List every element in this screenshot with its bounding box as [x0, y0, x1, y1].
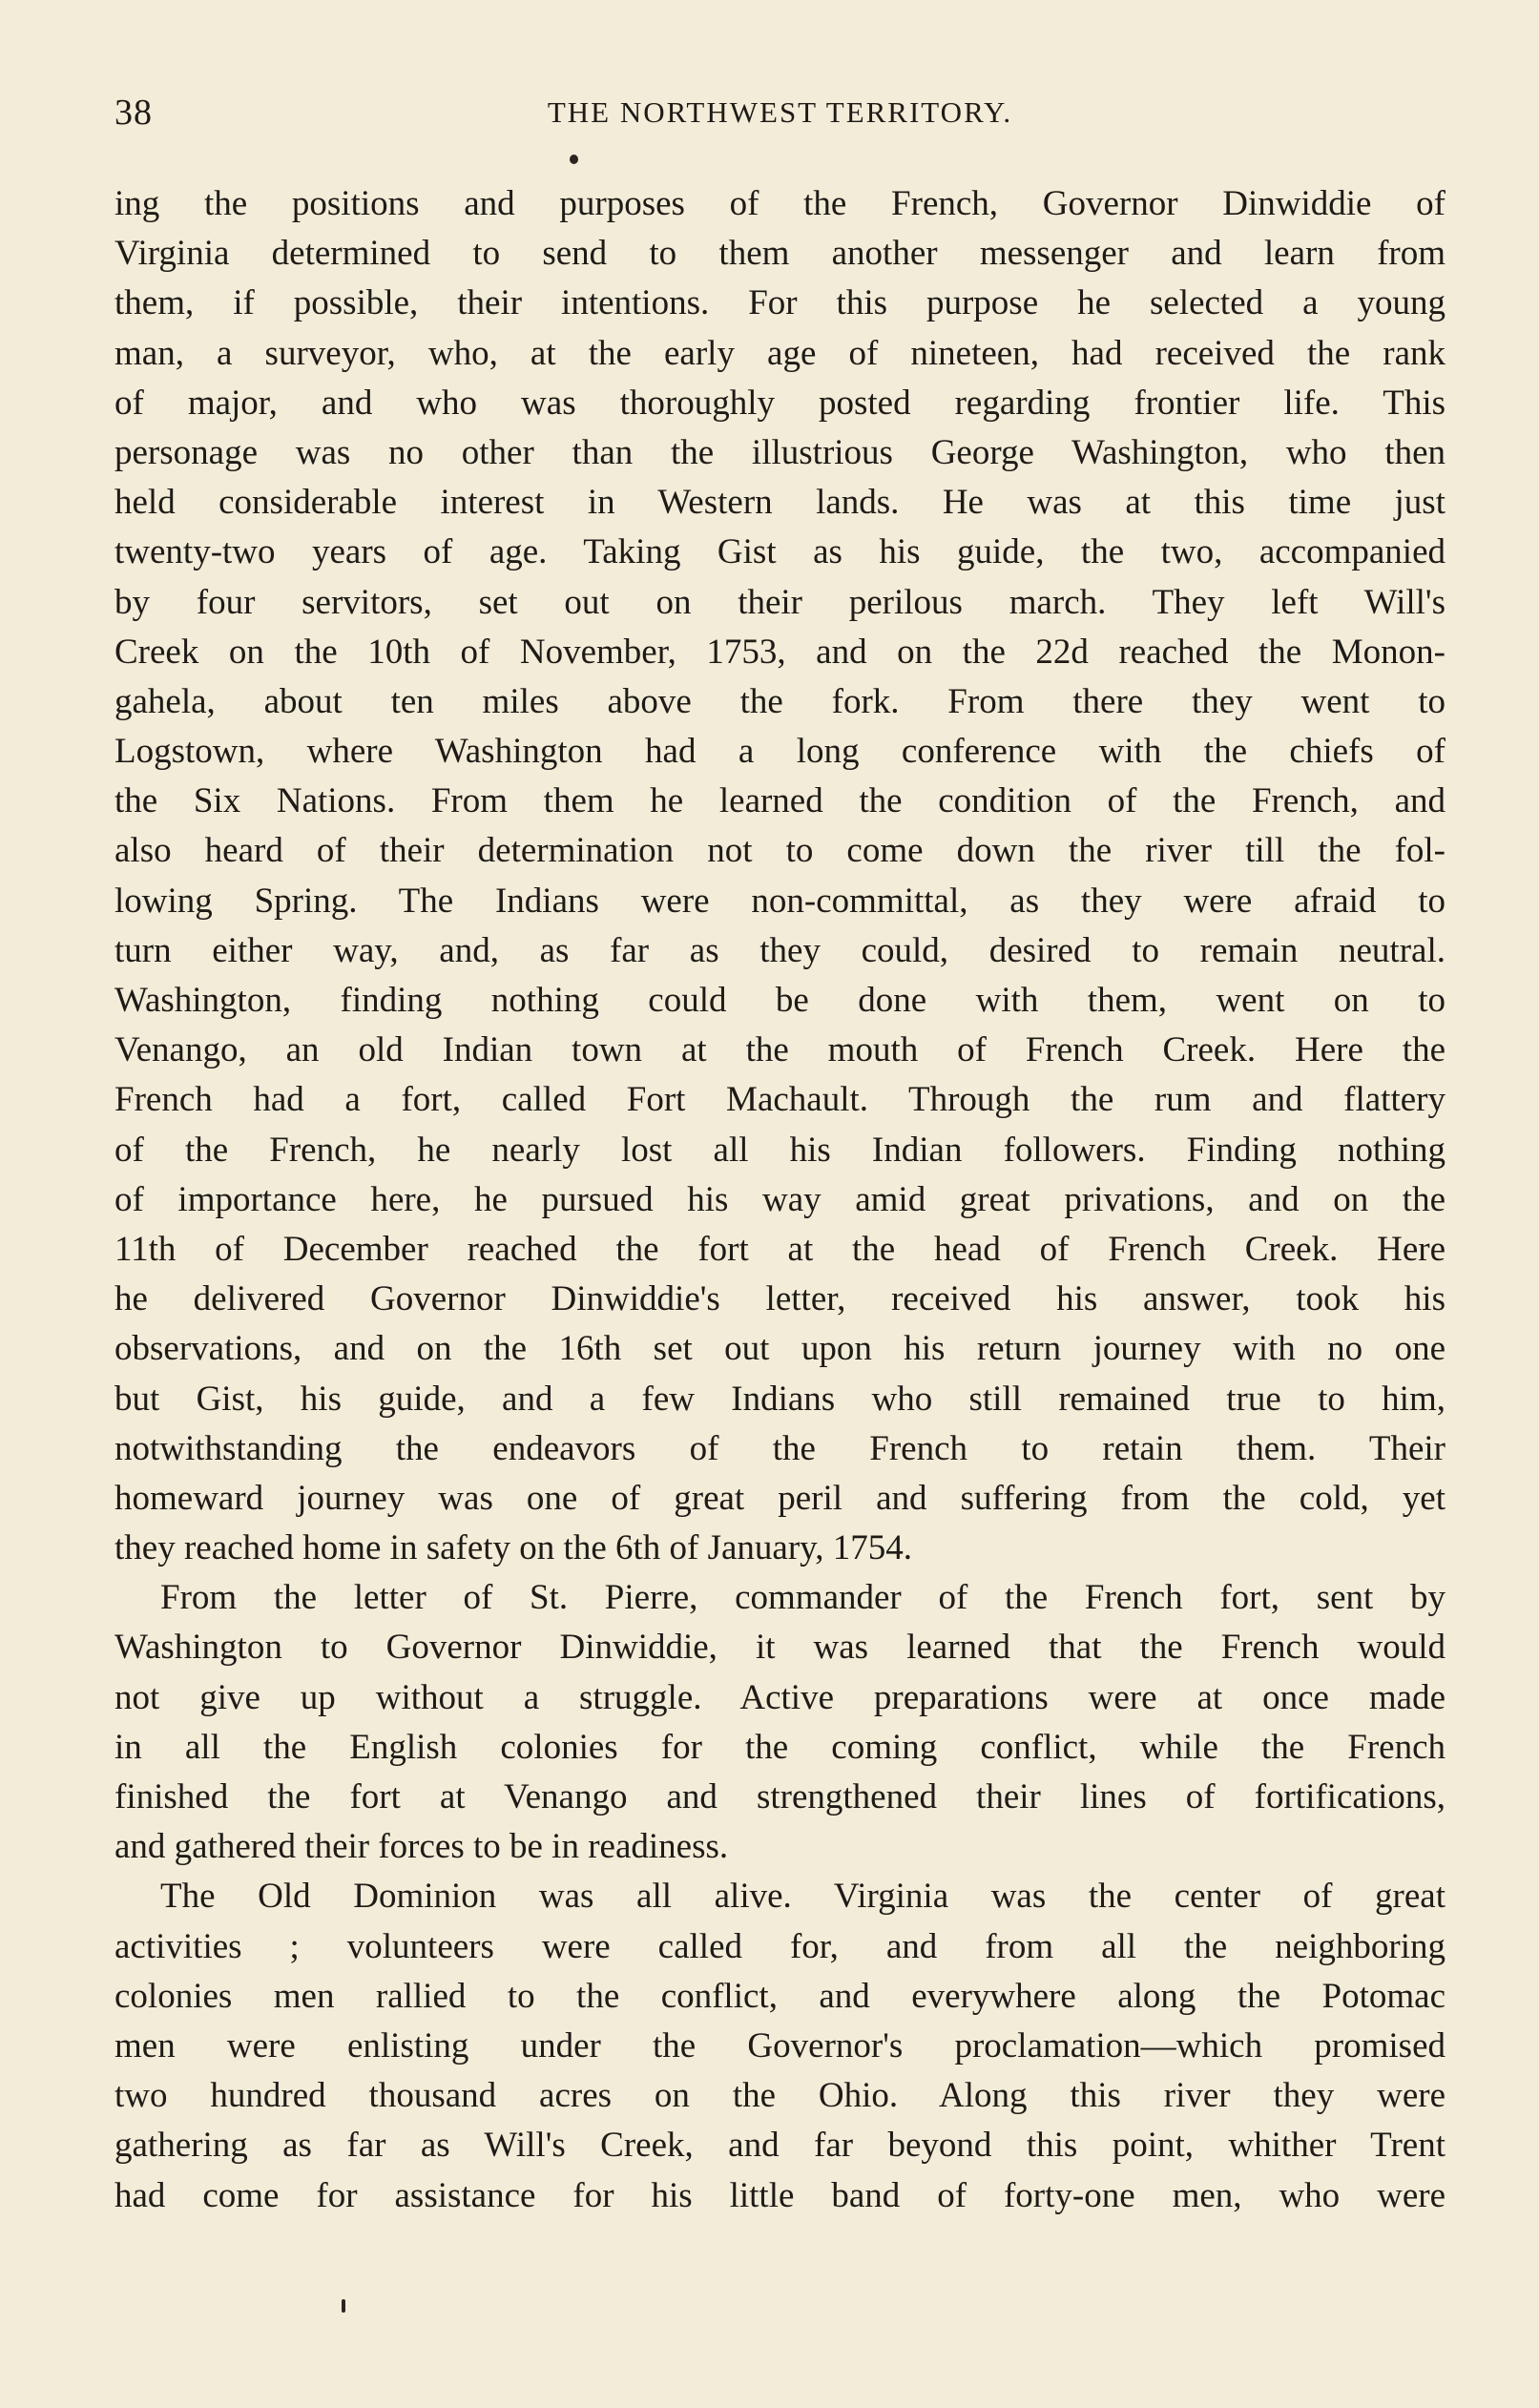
text-line: but Gist, his guide, and a few Indians who still remained true to him,	[114, 1379, 1445, 1419]
text-line: observations, and on the 16th set out upon his return journey with no one	[114, 1329, 1445, 1369]
text-line: activities ; volunteers were called for, and from all the neighboring	[114, 1926, 1445, 1966]
text-line: in all the English colonies for the coming conflict, while the French	[114, 1727, 1445, 1767]
text-line: of the French, he nearly lost all his Indian followers. Finding nothing	[114, 1130, 1445, 1170]
text-line: the Six Nations. From them he learned the condition of the French, and	[114, 781, 1445, 821]
text-line: by four servitors, set out on their perilous march. They left Will's	[114, 582, 1445, 622]
running-head: THE NORTHWEST TERRITORY.	[547, 95, 1013, 129]
text-line: From the letter of St. Pierre, commander of the French fort, sent by	[160, 1578, 1445, 1618]
text-line: lowing Spring. The Indians were non-committal, as they were afraid to	[114, 881, 1445, 921]
paragraph	[114, 179, 1445, 1573]
text-line: personage was no other than the illustrious George Washington, who then	[114, 432, 1445, 472]
text-line: them, if possible, their intentions. For this purpose he selected a young	[114, 283, 1445, 323]
page-number: 38	[114, 93, 153, 133]
text-line: also heard of their determination not to come down the river till the fol-	[114, 831, 1445, 871]
text-line: Washington to Governor Dinwiddie, it was learned that the French would	[114, 1628, 1445, 1668]
text-line: French had a fort, called Fort Machault. Through the rum and flattery	[114, 1080, 1445, 1120]
paragraph	[114, 1872, 1445, 2220]
text-line: twenty-two years of age. Taking Gist as his guide, the two, accompanied	[114, 532, 1445, 572]
text-line: colonies men rallied to the conflict, and everywhere along the Potomac	[114, 1976, 1445, 2016]
text-line: of major, and who was thoroughly posted regarding frontier life. This	[114, 383, 1445, 423]
text-line: Logstown, where Washington had a long conference with the chiefs of	[114, 732, 1445, 772]
paragraph	[114, 1573, 1445, 1872]
ink-speck	[570, 155, 578, 164]
text-line: Washington, finding nothing could be done with them, went on to	[114, 981, 1445, 1020]
text-line: he delivered Governor Dinwiddie's letter, received his answer, took his	[114, 1279, 1445, 1319]
text-line: Virginia determined to send to them another messenger and learn from	[114, 234, 1445, 274]
text-line: not give up without a struggle. Active preparations were at once made	[114, 1677, 1445, 1717]
text-line: gathering as far as Will's Creek, and far beyond this point, whither Trent	[114, 2126, 1445, 2166]
text-line: men were enlisting under the Governor's proclamation—which promised	[114, 2025, 1445, 2065]
text-line: ing the positions and purposes of the French, Governor Dinwiddie of	[114, 184, 1445, 223]
text-line: and gathered their forces to be in readiness.	[114, 1827, 729, 1867]
text-line: turn either way, and, as far as they could, desired to remain neutral.	[114, 930, 1445, 970]
text-line: man, a surveyor, who, at the early age of nineteen, had received the rank	[114, 333, 1445, 373]
text-line: Venango, an old Indian town at the mouth of French Creek. Here the	[114, 1030, 1445, 1070]
text-line: had come for assistance for his little band of forty-one men, who were	[114, 2175, 1445, 2215]
text-line: they reached home in safety on the 6th of January, 1754.	[114, 1528, 913, 1568]
text-line: The Old Dominion was all alive. Virginia was the center of great	[160, 1877, 1445, 1917]
body-text	[114, 179, 1445, 2221]
text-line: homeward journey was one of great peril and suffering from the cold, yet	[114, 1478, 1445, 1518]
text-line: Creek on the 10th of November, 1753, and on the 22d reached the Monon-	[114, 632, 1445, 672]
text-line: held considerable interest in Western lands. He was at this time just	[114, 483, 1445, 523]
page-header	[114, 92, 1445, 139]
text-line: gahela, about ten miles above the fork. From there they went to	[114, 681, 1445, 721]
ink-speck	[342, 2299, 345, 2313]
text-line: 11th of December reached the fort at the head of French Creek. Here	[114, 1229, 1445, 1269]
text-line: two hundred thousand acres on the Ohio. Along this river they were	[114, 2076, 1445, 2116]
text-line: notwithstanding the endeavors of the French to retain them. Their	[114, 1428, 1445, 1468]
text-line: finished the fort at Venango and strengthened their lines of fortifications,	[114, 1777, 1445, 1816]
text-line: of importance here, he pursued his way amid great privations, and on the	[114, 1179, 1445, 1219]
